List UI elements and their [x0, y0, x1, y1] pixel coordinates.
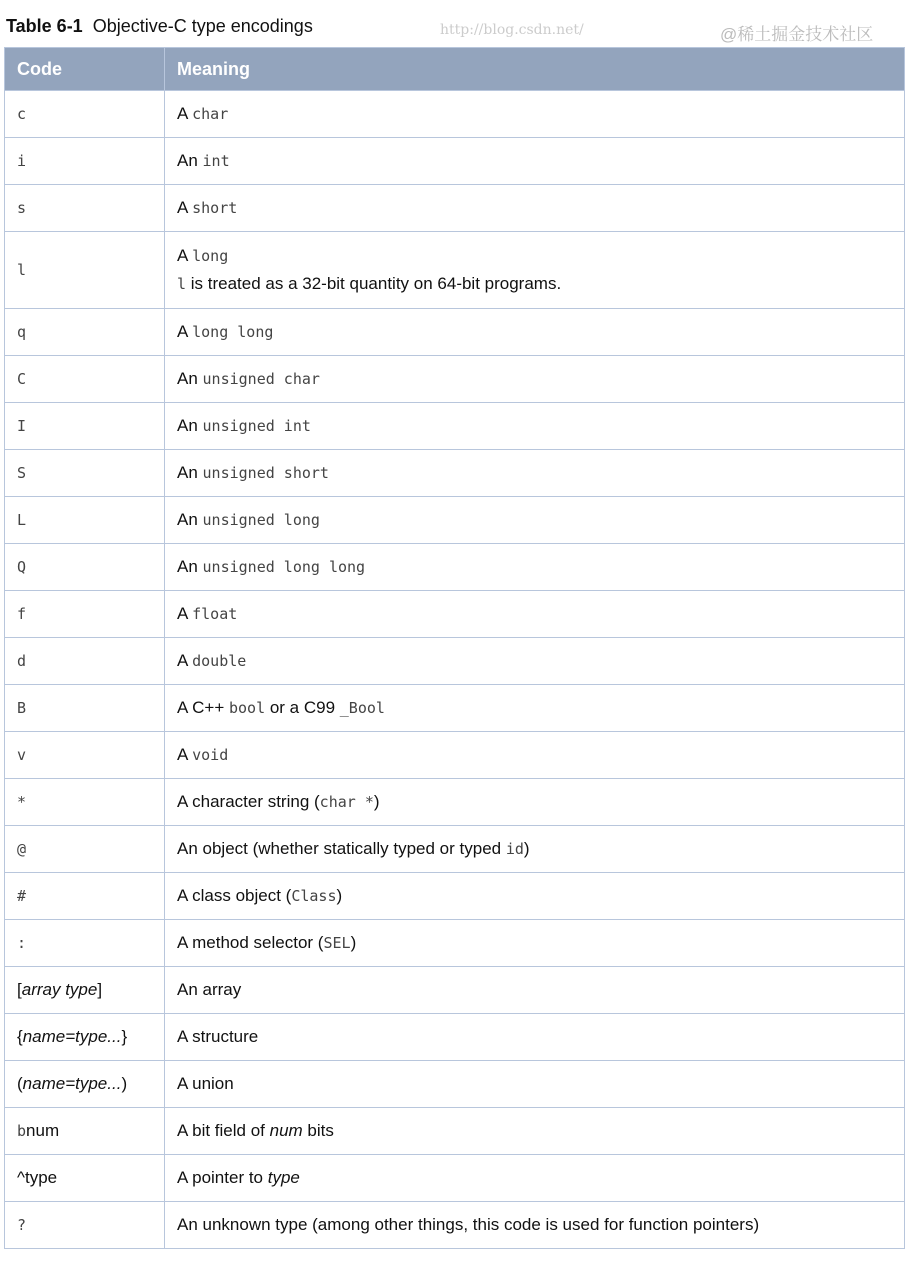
text-segment: char — [192, 105, 229, 123]
table-row — [5, 450, 905, 497]
text-segment: # — [17, 887, 27, 905]
text-segment: int — [202, 152, 230, 170]
text-segment: An object (whether statically typed or typed — [177, 839, 506, 858]
text-segment: unsigned long long — [202, 558, 366, 576]
text-segment: unsigned char — [202, 370, 320, 388]
text-segment: [ — [17, 980, 22, 999]
text-segment: type — [267, 1168, 300, 1187]
header-code: Code — [5, 48, 165, 91]
meaning-cell — [165, 356, 905, 403]
text-segment: id — [505, 840, 524, 858]
table-row — [5, 826, 905, 873]
text-segment: num — [269, 1121, 303, 1140]
text-segment: A — [177, 198, 193, 217]
table-row — [5, 779, 905, 826]
text-segment: or a C99 — [265, 698, 340, 717]
text-segment: char * — [319, 793, 374, 811]
text-segment: Class — [291, 887, 337, 905]
table-row — [5, 638, 905, 685]
code-cell — [5, 232, 165, 309]
table-row — [5, 591, 905, 638]
table-row — [5, 91, 905, 138]
table-row — [5, 1155, 905, 1202]
text-segment: An — [177, 369, 203, 388]
text-segment: unsigned short — [202, 464, 329, 482]
text-segment: An array — [177, 980, 242, 999]
meaning-cell — [165, 403, 905, 450]
text-segment: } — [121, 1027, 128, 1046]
code-cell — [5, 873, 165, 920]
code-cell — [5, 1155, 165, 1202]
text-segment: A bit field of — [177, 1121, 270, 1140]
meaning-cell — [165, 779, 905, 826]
table-row — [5, 1014, 905, 1061]
meaning-cell — [165, 450, 905, 497]
text-segment: B — [17, 699, 27, 717]
code-cell — [5, 403, 165, 450]
text-segment: num — [26, 1121, 60, 1140]
header-meaning: Meaning — [165, 48, 905, 91]
text-segment: S — [17, 464, 27, 482]
text-segment: A character string ( — [177, 792, 320, 811]
text-segment: An — [177, 151, 203, 170]
table-row — [5, 1061, 905, 1108]
table-row — [5, 403, 905, 450]
text-segment: A union — [177, 1074, 234, 1093]
code-cell — [5, 732, 165, 779]
text-segment: ( — [17, 1074, 23, 1093]
type-encodings-table — [4, 47, 905, 1249]
text-segment: f — [17, 605, 27, 623]
text-segment: array type — [21, 980, 98, 999]
text-segment: is treated as a 32-bit quantity on 64-bit programs. — [186, 274, 562, 293]
code-cell — [5, 1014, 165, 1061]
meaning-cell — [165, 1014, 905, 1061]
text-segment: ] — [97, 980, 103, 999]
text-segment: v — [17, 746, 27, 764]
table-row — [5, 138, 905, 185]
table-row — [5, 732, 905, 779]
table-row — [5, 920, 905, 967]
text-segment: long — [192, 247, 229, 265]
text-segment: A — [177, 246, 193, 265]
table-row — [5, 1202, 905, 1249]
code-cell — [5, 138, 165, 185]
text-segment: ) — [336, 886, 343, 905]
text-segment: s — [17, 199, 27, 217]
table-row — [5, 1108, 905, 1155]
code-cell — [5, 779, 165, 826]
text-segment: An — [177, 557, 203, 576]
text-segment: A — [177, 104, 193, 123]
meaning-cell — [165, 732, 905, 779]
text-segment: * — [17, 793, 27, 811]
text-segment: @ — [17, 840, 27, 858]
code-cell — [5, 185, 165, 232]
table-row — [5, 185, 905, 232]
text-segment: i — [17, 152, 27, 170]
code-cell — [5, 356, 165, 403]
table-title: Objective-C type encodings — [92, 16, 313, 36]
code-cell — [5, 309, 165, 356]
text-segment: float — [192, 605, 238, 623]
text-segment: SEL — [323, 934, 351, 952]
code-cell — [5, 1061, 165, 1108]
code-cell — [5, 591, 165, 638]
meaning-cell — [165, 685, 905, 732]
text-segment: l — [177, 275, 187, 293]
text-segment: d — [17, 652, 27, 670]
text-segment: { — [17, 1027, 23, 1046]
text-segment: name=type... — [22, 1074, 122, 1093]
text-segment: : — [17, 934, 27, 952]
meaning-cell — [165, 309, 905, 356]
meaning-cell — [165, 826, 905, 873]
table-number: Table 6-1 — [6, 16, 83, 36]
text-segment: b — [17, 1122, 27, 1140]
text-segment: A — [177, 651, 193, 670]
table-row — [5, 309, 905, 356]
text-segment: _Bool — [339, 699, 385, 717]
code-cell — [5, 91, 165, 138]
text-segment: ^type — [17, 1168, 58, 1187]
text-segment: A — [177, 604, 193, 623]
csdn-watermark: http://blog.csdn.net/ — [440, 22, 584, 38]
text-segment: A method selector ( — [177, 933, 324, 952]
text-segment: A — [177, 745, 193, 764]
table-row — [5, 685, 905, 732]
code-cell — [5, 1202, 165, 1249]
text-segment: ) — [523, 839, 530, 858]
juejin-watermark: @稀土掘金技术社区 — [720, 25, 874, 44]
meaning-cell — [165, 232, 905, 309]
meaning-cell — [165, 1108, 905, 1155]
code-cell — [5, 450, 165, 497]
table-row — [5, 873, 905, 920]
table-row — [5, 497, 905, 544]
text-segment: q — [17, 323, 27, 341]
text-segment: l — [17, 261, 27, 279]
text-segment: An — [177, 463, 203, 482]
meaning-cell — [165, 1202, 905, 1249]
meaning-cell — [165, 967, 905, 1014]
text-segment: C — [17, 370, 27, 388]
text-segment: An — [177, 416, 203, 435]
meaning-cell — [165, 591, 905, 638]
text-segment: ? — [17, 1216, 27, 1234]
text-segment: ) — [121, 1074, 128, 1093]
code-cell — [5, 544, 165, 591]
text-segment: An unknown type (among other things, this code is used for function pointers) — [177, 1215, 760, 1234]
text-segment: name=type... — [22, 1027, 122, 1046]
text-segment: bool — [228, 699, 266, 717]
text-segment: A — [177, 322, 193, 341]
text-segment: c — [17, 105, 27, 123]
meaning-cell — [165, 638, 905, 685]
meaning-cell — [165, 920, 905, 967]
meaning-cell — [165, 138, 905, 185]
table-row — [5, 356, 905, 403]
text-segment: short — [192, 199, 238, 217]
table-row — [5, 967, 905, 1014]
text-segment: ) — [373, 792, 380, 811]
meaning-cell — [165, 497, 905, 544]
text-segment: Q — [17, 558, 27, 576]
code-cell — [5, 920, 165, 967]
meaning-line — [177, 246, 892, 266]
meaning-note — [177, 274, 892, 294]
text-segment: A C++ — [177, 698, 229, 717]
text-segment: A structure — [177, 1027, 259, 1046]
meaning-cell — [165, 544, 905, 591]
code-cell — [5, 497, 165, 544]
text-segment: An — [177, 510, 203, 529]
text-segment: unsigned int — [202, 417, 311, 435]
meaning-cell — [165, 873, 905, 920]
text-segment: A pointer to — [177, 1168, 268, 1187]
code-cell — [5, 685, 165, 732]
code-cell — [5, 826, 165, 873]
table-row — [5, 232, 905, 309]
meaning-cell — [165, 1155, 905, 1202]
text-segment: bits — [302, 1121, 334, 1140]
text-segment: L — [17, 511, 27, 529]
text-segment: long long — [192, 323, 274, 341]
table-caption — [6, 16, 313, 37]
text-segment: unsigned long — [202, 511, 320, 529]
text-segment: A class object ( — [177, 886, 292, 905]
code-cell — [5, 638, 165, 685]
text-segment: I — [17, 417, 27, 435]
meaning-cell — [165, 185, 905, 232]
text-segment: double — [192, 652, 247, 670]
table-row — [5, 544, 905, 591]
meaning-cell — [165, 91, 905, 138]
code-cell — [5, 967, 165, 1014]
meaning-cell — [165, 1061, 905, 1108]
text-segment: void — [192, 746, 229, 764]
text-segment: ) — [350, 933, 357, 952]
code-cell — [5, 1108, 165, 1155]
header-row — [5, 48, 905, 91]
